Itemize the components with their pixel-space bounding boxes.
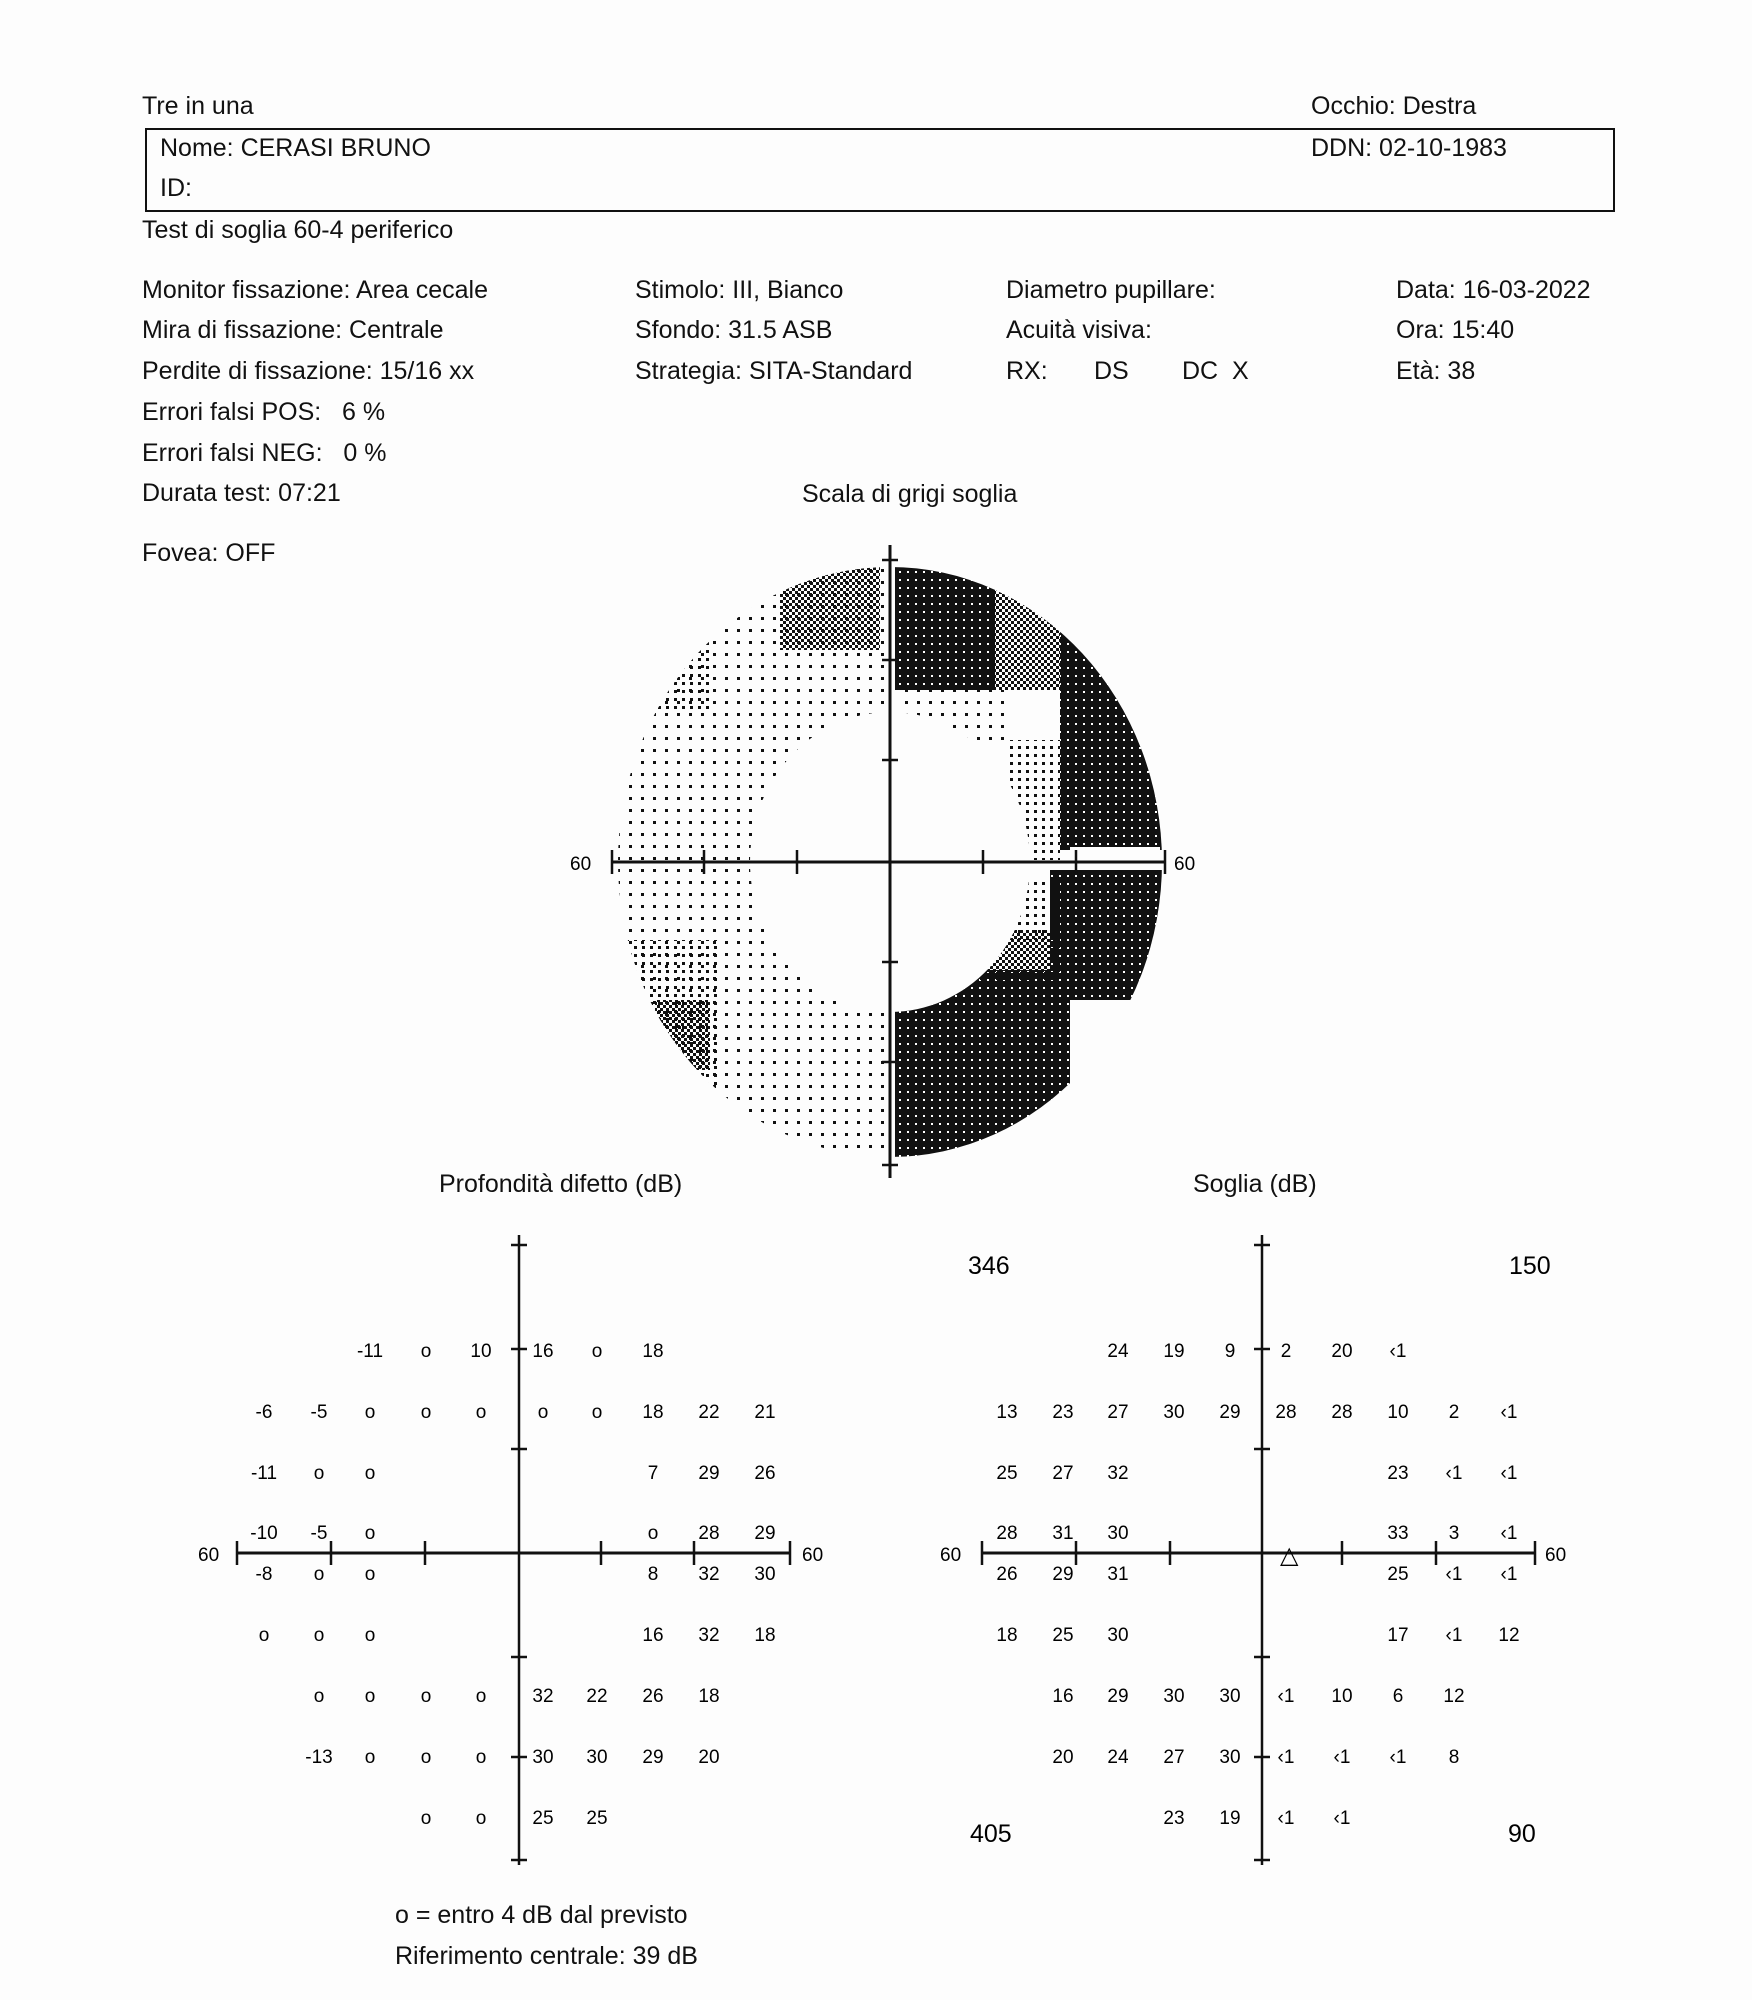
threshold-cell: 30: [1163, 1402, 1185, 1423]
defect-cell: 25: [586, 1808, 608, 1829]
threshold-cell: 18: [996, 1625, 1018, 1646]
defect-cell: o: [364, 1463, 376, 1484]
threshold-cell: 30: [1163, 1686, 1185, 1707]
threshold-cell: ‹1: [1389, 1747, 1407, 1768]
grayscale-right-edge-upper: [1060, 600, 1170, 850]
threshold-cell: ‹1: [1277, 1686, 1295, 1707]
defect-cell: -5: [310, 1402, 328, 1423]
defect-cell: 32: [698, 1625, 720, 1646]
defect-cell: 30: [532, 1747, 554, 1768]
threshold-cell: ‹1: [1445, 1463, 1463, 1484]
defect-cell: o: [364, 1625, 376, 1646]
param-date: Data: 16-03-2022: [1396, 276, 1591, 304]
param-time: Ora: 15:40: [1396, 316, 1515, 344]
corner-count-bottom-right: 90: [1508, 1820, 1536, 1848]
defect-cell: o: [313, 1564, 325, 1585]
defect-cell: 18: [642, 1402, 664, 1423]
defect-cell: o: [591, 1402, 603, 1423]
threshold-cell: 28: [1275, 1402, 1297, 1423]
grayscale-right-top-mid: [995, 580, 1085, 690]
defect-cell: -11: [250, 1463, 278, 1484]
defect-cell: 32: [532, 1686, 554, 1707]
threshold-cell: 25: [996, 1463, 1018, 1484]
threshold-cell: ‹1: [1333, 1808, 1351, 1829]
defect-cell: 18: [698, 1686, 720, 1707]
threshold-cell: ‹1: [1500, 1523, 1518, 1544]
threshold-cell: 28: [1331, 1402, 1353, 1423]
defect-cell: 20: [698, 1747, 720, 1768]
program-name: Tre in una: [142, 92, 254, 120]
threshold-cell: 10: [1331, 1686, 1353, 1707]
threshold-cell: ‹1: [1389, 1341, 1407, 1362]
defect-cell: o: [420, 1686, 432, 1707]
grayscale-left-top-dense: [780, 560, 880, 650]
defect-cell: o: [313, 1686, 325, 1707]
defect-cell: 29: [642, 1747, 664, 1768]
grayscale-right-top-dark: [895, 560, 995, 690]
defect-cell: -5: [310, 1523, 328, 1544]
threshold-cell: 26: [996, 1564, 1018, 1585]
threshold-cell: 8: [1448, 1747, 1460, 1768]
threshold-cell: 12: [1443, 1686, 1465, 1707]
defect-cell: 22: [698, 1402, 720, 1423]
defect-legend: o = entro 4 dB dal previsto: [395, 1901, 688, 1929]
defect-cell: o: [364, 1564, 376, 1585]
threshold-cell: 19: [1219, 1808, 1241, 1829]
defect-cell: o: [475, 1402, 487, 1423]
threshold-cell: 30: [1107, 1625, 1129, 1646]
defect-cell: 8: [647, 1564, 659, 1585]
grayscale-right-bottom-mid: [980, 930, 1060, 980]
defect-cell: -6: [255, 1402, 273, 1423]
threshold-cell: 27: [1052, 1463, 1074, 1484]
defect-depth-title: Profondità difetto (dB): [439, 1170, 683, 1198]
defect-cell: o: [475, 1747, 487, 1768]
param-rx-ds: DS: [1094, 357, 1129, 385]
threshold-cell: 31: [1052, 1523, 1074, 1544]
threshold-cells: [996, 1341, 1519, 1829]
param-fixation-monitor: Monitor fissazione: Area cecale: [142, 276, 489, 304]
grayscale-right-mid: [1010, 740, 1060, 860]
threshold-cell: 2: [1280, 1341, 1292, 1362]
defect-cells: [250, 1341, 775, 1829]
threshold-cell: 25: [1052, 1625, 1074, 1646]
defect-cell: o: [364, 1402, 376, 1423]
defect-cell: 16: [642, 1625, 664, 1646]
defect-cell: 16: [532, 1341, 554, 1362]
threshold-cell: 13: [996, 1402, 1018, 1423]
defect-cell: -8: [255, 1564, 273, 1585]
threshold-cell: 19: [1163, 1341, 1185, 1362]
defect-cell: 29: [698, 1463, 720, 1484]
threshold-cell: 12: [1498, 1625, 1520, 1646]
defect-cell: o: [420, 1747, 432, 1768]
threshold-cell: 23: [1163, 1808, 1185, 1829]
defect-cell: o: [364, 1747, 376, 1768]
threshold-cell: 27: [1163, 1747, 1185, 1768]
threshold-cell: 16: [1052, 1686, 1074, 1707]
grayscale-left-lower: [610, 940, 720, 1110]
grayscale-right-edge-lower: [1050, 870, 1170, 1000]
grayscale-right-bottom-dark: [895, 970, 1070, 1160]
threshold-cell: 2: [1448, 1402, 1460, 1423]
defect-cell: 32: [698, 1564, 720, 1585]
grayscale-left-upper: [640, 640, 710, 710]
threshold-cell: 24: [1107, 1341, 1129, 1362]
defect-cell: o: [591, 1341, 603, 1362]
threshold-cell: 27: [1107, 1402, 1129, 1423]
defect-cell: 29: [754, 1523, 776, 1544]
defect-cell: 26: [642, 1686, 664, 1707]
param-visual-acuity: Acuità visiva:: [1006, 316, 1152, 344]
param-rx-label: RX:: [1006, 357, 1048, 385]
corner-count-bottom-left: 405: [970, 1820, 1012, 1848]
param-fixation-target: Mira di fissazione: Centrale: [142, 316, 444, 344]
defect-cell: 25: [532, 1808, 554, 1829]
threshold-cell: 23: [1052, 1402, 1074, 1423]
threshold-title: Soglia (dB): [1193, 1170, 1317, 1198]
defect-cell: 26: [754, 1463, 776, 1484]
threshold-axis-right: 60: [1545, 1545, 1567, 1566]
threshold-cell: 20: [1331, 1341, 1353, 1362]
defect-cell: 10: [470, 1341, 492, 1362]
param-false-pos: Errori falsi POS: 6 %: [142, 398, 386, 426]
test-name: Test di soglia 60-4 periferico: [142, 216, 454, 244]
defect-cell: 28: [698, 1523, 720, 1544]
defect-cell: o: [313, 1463, 325, 1484]
threshold-cell: 29: [1107, 1686, 1129, 1707]
threshold-ticks: [982, 1245, 1535, 1860]
grayscale-axis-right: 60: [1174, 854, 1196, 875]
threshold-cell: 20: [1052, 1747, 1074, 1768]
threshold-cell: ‹1: [1277, 1808, 1295, 1829]
threshold-cell: ‹1: [1445, 1564, 1463, 1585]
threshold-cell: 9: [1224, 1341, 1236, 1362]
defect-axis-right: 60: [802, 1545, 824, 1566]
central-reference: Riferimento centrale: 39 dB: [395, 1942, 698, 1970]
param-false-neg: Errori falsi NEG: 0 %: [142, 439, 387, 467]
defect-cell: o: [420, 1402, 432, 1423]
threshold-cell: 30: [1219, 1747, 1241, 1768]
threshold-cell: ‹1: [1500, 1402, 1518, 1423]
threshold-cell: ‹1: [1445, 1625, 1463, 1646]
defect-cell: 22: [586, 1686, 608, 1707]
corner-count-top-right: 150: [1509, 1252, 1551, 1280]
threshold-cell: 6: [1392, 1686, 1404, 1707]
param-strategy: Strategia: SITA-Standard: [635, 357, 913, 385]
defect-cell: 30: [754, 1564, 776, 1585]
param-background: Sfondo: 31.5 ASB: [635, 316, 833, 344]
defect-cell: -13: [305, 1747, 333, 1768]
patient-name: Nome: CERASI BRUNO: [160, 134, 431, 162]
threshold-cell: ‹1: [1333, 1747, 1351, 1768]
threshold-cell: 3: [1448, 1523, 1460, 1544]
corner-count-top-left: 346: [968, 1252, 1010, 1280]
threshold-cell: 25: [1387, 1564, 1409, 1585]
threshold-cell: 29: [1052, 1564, 1074, 1585]
param-stimulus: Stimolo: III, Bianco: [635, 276, 844, 304]
date-of-birth: DDN: 02-10-1983: [1311, 134, 1507, 162]
defect-cell: o: [537, 1402, 549, 1423]
grayscale-center-white: [750, 712, 1030, 1012]
grayscale-title: Scala di grigi soglia: [802, 480, 1018, 508]
defect-cell: o: [364, 1523, 376, 1544]
grayscale-right-upper-light: [900, 690, 1010, 740]
threshold-cell: ‹1: [1500, 1564, 1518, 1585]
threshold-cell: 23: [1387, 1463, 1409, 1484]
threshold-cell: 17: [1387, 1625, 1409, 1646]
defect-cell: o: [647, 1523, 659, 1544]
defect-cell: -10: [250, 1523, 278, 1544]
threshold-cell: 33: [1387, 1523, 1409, 1544]
defect-cell: o: [313, 1625, 325, 1646]
defect-cell: o: [420, 1808, 432, 1829]
grayscale-axis-left: 60: [570, 854, 592, 875]
defect-cell: o: [475, 1808, 487, 1829]
threshold-cell: 32: [1107, 1463, 1129, 1484]
defect-cell: 18: [754, 1625, 776, 1646]
patient-id: ID:: [160, 174, 192, 202]
defect-cell: 30: [586, 1747, 608, 1768]
threshold-cell: 29: [1219, 1402, 1241, 1423]
grayscale-ticks: [612, 560, 1165, 1165]
threshold-cell: 24: [1107, 1747, 1129, 1768]
eye-label: Occhio: Destra: [1311, 92, 1477, 120]
param-rx-x: X: [1232, 357, 1249, 385]
param-pupil-diameter: Diametro pupillare:: [1006, 276, 1216, 304]
threshold-cell: 28: [996, 1523, 1018, 1544]
param-fovea: Fovea: OFF: [142, 539, 276, 567]
defect-axis-left: 60: [198, 1545, 220, 1566]
defect-cell: o: [364, 1686, 376, 1707]
defect-cell: o: [420, 1341, 432, 1362]
defect-cell: 21: [754, 1402, 776, 1423]
grayscale-left-lower-dense: [655, 1000, 710, 1070]
defect-cell: 18: [642, 1341, 664, 1362]
threshold-cell: 10: [1387, 1402, 1409, 1423]
param-rx-dc: DC: [1182, 357, 1219, 385]
threshold-cell: 31: [1107, 1564, 1129, 1585]
defect-cell: o: [258, 1625, 270, 1646]
threshold-cell: 30: [1107, 1523, 1129, 1544]
grayscale-left-light: [600, 560, 890, 1160]
defect-cell: -11: [356, 1341, 384, 1362]
grayscale-right-mid-lower: [1010, 880, 1060, 940]
param-fixation-losses: Perdite di fissazione: 15/16 xx: [142, 357, 475, 385]
param-duration: Durata test: 07:21: [142, 479, 341, 507]
defect-cell: o: [475, 1686, 487, 1707]
threshold-axis-left: 60: [940, 1545, 962, 1566]
threshold-cell: ‹1: [1277, 1747, 1295, 1768]
grayscale-blind-spot: [1070, 847, 1160, 855]
blind-spot-icon: △: [1280, 1541, 1299, 1569]
threshold-cell: 30: [1219, 1686, 1241, 1707]
defect-cell: 7: [647, 1463, 659, 1484]
threshold-cell: ‹1: [1500, 1463, 1518, 1484]
defect-ticks: [237, 1245, 790, 1860]
param-age: Età: 38: [1396, 357, 1476, 385]
